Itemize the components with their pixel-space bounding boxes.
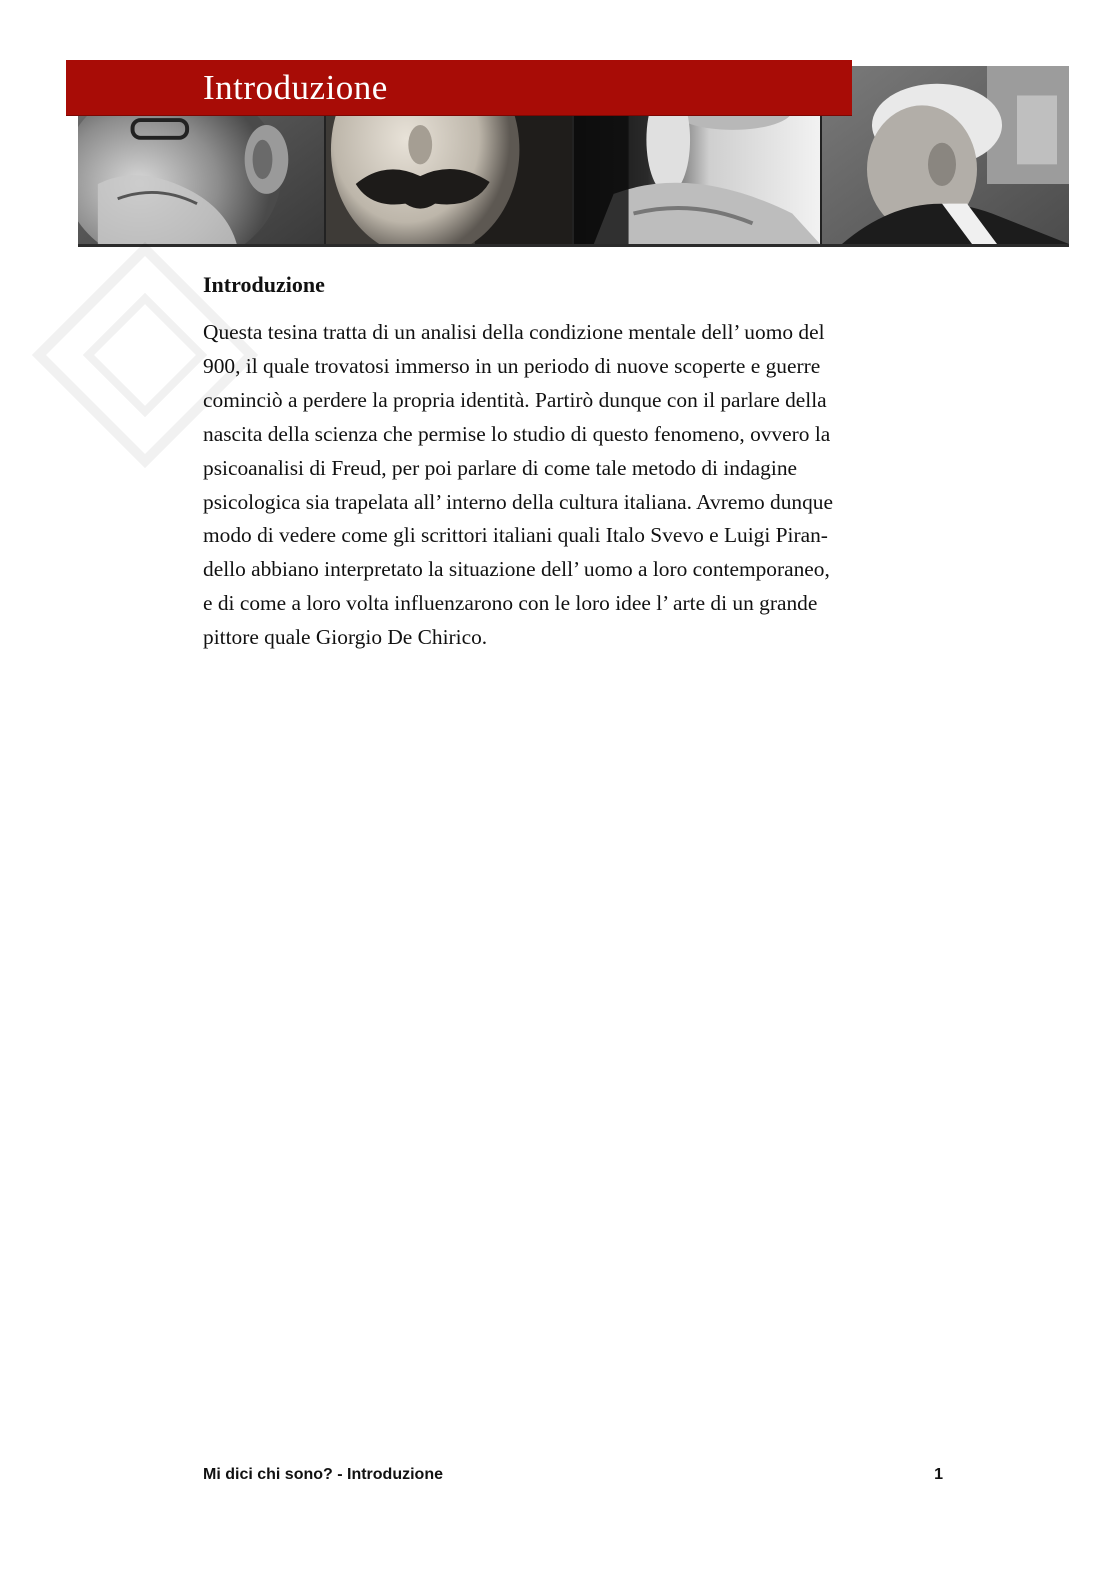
page-header — [0, 0, 1116, 260]
paragraph-line: nascita della scienza che permise lo studio di questo fenomeno, ovvero la — [203, 421, 831, 446]
footer-title: Mi dici chi sono? - Introduzione — [203, 1466, 443, 1483]
paragraph-line: 900, il quale trovatosi immerso in un periodo di nuove scoperte e guerre — [203, 353, 821, 378]
title-banner — [66, 60, 852, 115]
paragraph-line: e di come a loro volta influenzarono con le loro idee l’ arte di un grande — [203, 591, 818, 616]
paragraph-line: pittore quale Giorgio De Chirico. — [203, 625, 488, 650]
paragraph-line: psicoanalisi di Freud, per poi parlare di come tale metodo di indagine — [203, 455, 798, 480]
intro-paragraph — [203, 316, 963, 655]
page-footer — [203, 1466, 943, 1492]
paragraph-line: psicologica sia trapelata all’ interno della cultura italiana. Avremo dunque — [203, 489, 833, 514]
portrait-photo-4 — [822, 66, 1069, 244]
paragraph-line: dello abbiano interpretato la situazione dell’ uomo a loro contemporaneo, — [203, 557, 830, 582]
main-content — [203, 268, 963, 655]
paragraph-line: cominciò a perdere la propria identità. Partirò dunque con il parlare della — [203, 387, 827, 412]
paragraph-line: Questa tesina tratta di un analisi della condizione mentale dell’ uomo del — [203, 320, 825, 344]
page-title: Introduzione — [203, 68, 388, 107]
page-number: 1 — [934, 1466, 943, 1483]
paragraph-line: modo di vedere come gli scrittori italiani quali Italo Svevo e Luigi Piran- — [203, 523, 828, 548]
section-title: Introduzione — [203, 272, 325, 297]
